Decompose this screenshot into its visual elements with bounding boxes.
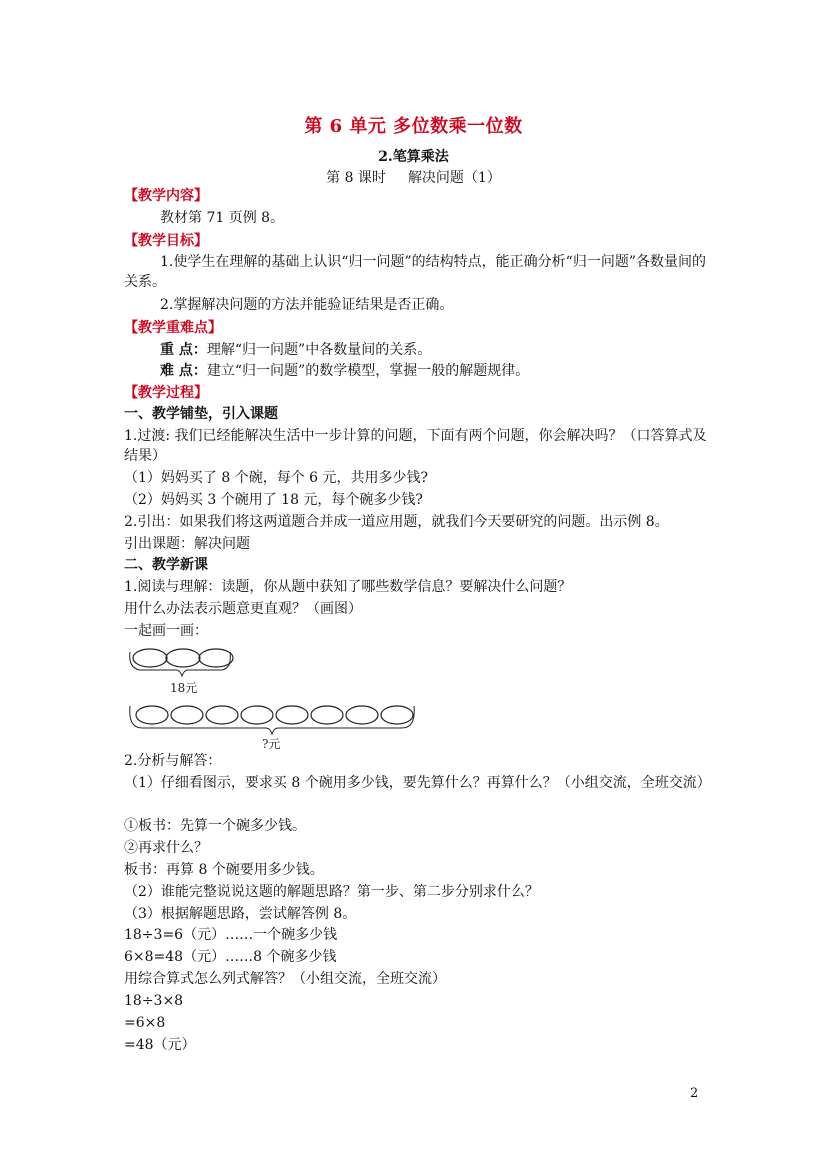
part1-line-2: （1）妈妈买了 8 个碗，每个 6 元，共用多少钱? xyxy=(124,470,429,486)
part1-line-4: 2.引出：如果我们将这两道题合并成一道应用题，就我们今天要研究的问题。出示例 8。 xyxy=(124,514,669,530)
goal-2: 2.掌握解决问题的方法并能验证结果是否正确。 xyxy=(160,297,454,313)
top-brace xyxy=(130,652,231,676)
part3-line-11: 18÷3×8 xyxy=(124,993,184,1009)
difficult-point xyxy=(160,361,714,381)
process-heading: 【教学过程】 xyxy=(124,385,208,401)
part3-line-9: 6×8=48（元）……8 个碗多少钱 xyxy=(124,949,337,965)
bowl-ellipse xyxy=(206,706,238,724)
part3-line-1: 2.分析与解答： xyxy=(124,753,222,769)
part3-line-7: （3）根据解题思路，尝试解答例 8。 xyxy=(124,906,357,922)
difficult-label: 难 点： xyxy=(160,363,207,379)
part3-line-5: 板书：再算 8 个碗要用多少钱。 xyxy=(124,862,324,878)
part1-heading: 一、教学铺垫，引入课题 xyxy=(124,406,278,422)
part1-line-5: 引出课题：解决问题 xyxy=(124,536,250,552)
bowl-ellipse xyxy=(133,649,167,667)
part2-line-3: 一起画一画： xyxy=(124,623,208,639)
difficult-text: 建立“归一问题”的数学模型，掌握一般的解题规律。 xyxy=(206,363,530,379)
part3-line-13: =48（元） xyxy=(124,1037,196,1053)
content-heading: 【教学内容】 xyxy=(124,188,208,204)
bowl-ellipse xyxy=(166,649,200,667)
bottom-brace xyxy=(130,706,415,734)
part2-line-2: 用什么办法表示题意更直观？（画图） xyxy=(124,601,362,617)
content-text: 教材第 71 页例 8。 xyxy=(160,210,285,226)
part2-line-1: 1.阅读与理解：读题，你从题中获知了哪些数学信息？要解决什么问题？ xyxy=(124,579,572,595)
lesson-period: 第 8 课时 xyxy=(326,170,386,186)
key-text: 理解“归一问题”中各数量间的关系。 xyxy=(206,342,432,358)
bottom-bowls xyxy=(136,706,413,724)
top-brace-label: 18元 xyxy=(170,681,198,695)
bowl-ellipse xyxy=(136,706,168,724)
bowl-ellipse xyxy=(311,706,343,724)
part3-line-12: =6×8 xyxy=(124,1015,166,1031)
bowl-ellipse xyxy=(346,706,378,724)
page-number: 2 xyxy=(690,1086,699,1101)
key-point xyxy=(160,340,714,360)
bottom-brace-label: ?元 xyxy=(262,737,281,751)
bowl-ellipse xyxy=(199,649,233,667)
part3-line-2: （1）仔细看图示，要求买 8 个碗用多少钱，要先算什么？再算什么？（小组交流，全班交流） xyxy=(124,775,711,791)
section-subtitle: 2.笔算乘法 xyxy=(378,149,449,165)
bowls-diagram xyxy=(124,644,424,752)
part3-line-10: 用综合算式怎么列式解答？（小组交流，全班交流） xyxy=(124,971,446,987)
part1-line-1: 1.过渡: 我们已经能解决生活中一步计算的问题，下面有两个问题，你会解决吗？（口答算式及结果） xyxy=(124,428,707,464)
lesson-topic: 解决问题（1） xyxy=(407,170,501,186)
unit-title: 第 6 单元 多位数乘一位数 xyxy=(304,116,523,137)
part3-line-4: ②再求什么？ xyxy=(124,840,208,856)
bowl-ellipse xyxy=(171,706,203,724)
part3-line-3: ①板书：先算一个碗多少钱。 xyxy=(124,818,306,834)
lesson-line xyxy=(0,167,827,187)
part3-line-8: 18÷3=6（元）……一个碗多少钱 xyxy=(124,927,338,943)
bowl-ellipse xyxy=(381,706,413,724)
goal-1: 1.使学生在理解的基础上认识“归一问题”的结构特点，能正确分析“归一问题”各数量间的关系。 xyxy=(124,254,706,290)
part1-line-3: （2）妈妈买 3 个碗用了 18 元，每个碗多少钱? xyxy=(124,492,423,508)
part3-line-6: （2）谁能完整说说这题的解题思路？第一步、第二步分别求什么？ xyxy=(124,884,539,900)
bowl-ellipse xyxy=(276,706,308,724)
top-bowls xyxy=(133,649,233,667)
key-label: 重 点： xyxy=(160,342,207,358)
bowl-ellipse xyxy=(241,706,273,724)
goals-heading: 【教学目标】 xyxy=(124,233,208,249)
key-heading: 【教学重难点】 xyxy=(124,320,222,336)
part2-heading: 二、教学新课 xyxy=(124,557,208,573)
